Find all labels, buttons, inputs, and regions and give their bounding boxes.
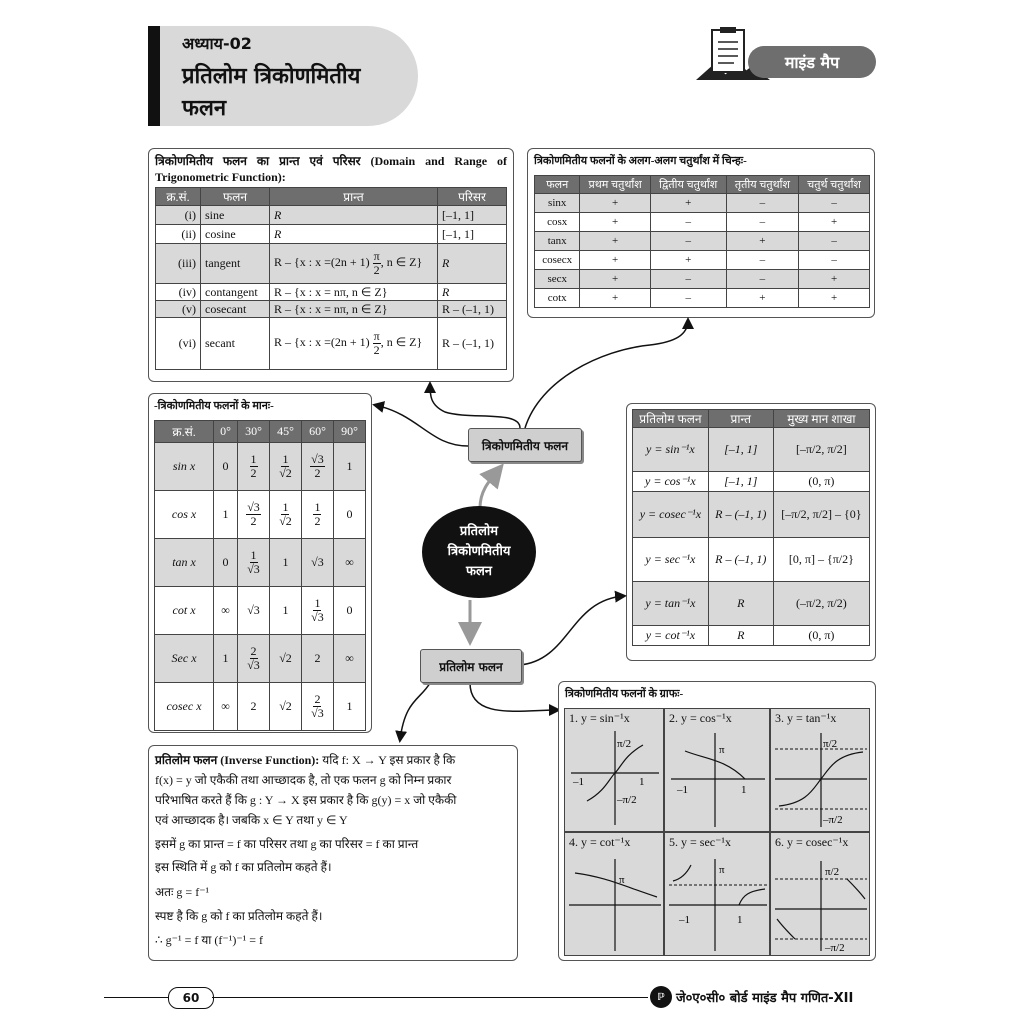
footer-rule-right	[212, 997, 648, 998]
graph-label: 3. y = tan⁻¹x	[775, 711, 837, 725]
table-row	[155, 683, 366, 731]
mark: 1	[741, 784, 747, 796]
cell: √3	[301, 539, 333, 587]
cell: –	[650, 270, 726, 289]
inverse-function-p7: अतः g = f⁻¹	[155, 885, 210, 899]
mark: π	[719, 864, 725, 876]
cell: +	[799, 270, 870, 289]
node-inverse-functions: प्रतिलोम फलन	[420, 649, 522, 683]
table-row	[633, 428, 870, 472]
trig-values-box	[148, 393, 372, 733]
graph-plot	[771, 833, 871, 957]
cell: R – {x : x = nπ, n ∈ Z}	[270, 301, 438, 318]
table-row	[155, 539, 366, 587]
trig-values-title: -त्रिकोणमितीय फलनों के मानः-	[154, 400, 274, 412]
cell: ∞	[214, 587, 238, 635]
cell: (vi)	[156, 318, 201, 370]
cell: $\frac{1}{√3}$	[238, 539, 270, 587]
central-topic-line3: फलन	[465, 564, 493, 579]
mark: –π/2	[617, 794, 637, 806]
graphs-grid	[564, 708, 870, 956]
cell: [–π/2, π/2] – {0}	[773, 492, 869, 538]
cell: +	[580, 194, 650, 213]
mark: –1	[677, 784, 688, 796]
cell: √2	[270, 683, 302, 731]
table-row	[535, 289, 870, 308]
domain-range-box	[148, 148, 514, 382]
inverse-function-p8: स्पष्ट है कि g को f का प्रतिलोम कहते हैं।	[155, 909, 323, 923]
cell: –	[726, 213, 799, 232]
col-header: प्रथम चतुर्थांश	[580, 176, 650, 194]
table-row	[155, 491, 366, 539]
graph-arccot	[564, 832, 664, 956]
cell: cotx	[535, 289, 580, 308]
cell: ∞	[214, 683, 238, 731]
mark: –1	[573, 776, 584, 788]
inverse-function-p9: ∴ g⁻¹ = f या (f⁻¹)⁻¹ = f	[155, 933, 264, 947]
cell: y = cos⁻¹x	[633, 472, 709, 492]
domain-range-table	[155, 187, 507, 370]
cell: [–1, 1]	[438, 206, 507, 225]
cell: y = sec⁻¹x	[633, 538, 709, 582]
cell: (0, π)	[773, 472, 869, 492]
col-header: परिसर	[438, 188, 507, 206]
cell: $\frac{1}{2}$	[238, 443, 270, 491]
table-row	[535, 213, 870, 232]
col-header: प्रान्त	[708, 410, 773, 428]
trig-values-table	[154, 420, 366, 731]
cell: R	[708, 626, 773, 646]
cell: –	[726, 270, 799, 289]
quadrant-sign-box	[527, 148, 875, 318]
central-topic	[422, 506, 536, 598]
chapter-title-line2: फलन	[182, 96, 227, 121]
cell: sin x	[155, 443, 214, 491]
col-header: फलन	[201, 188, 270, 206]
central-topic-line1: प्रतिलोम	[459, 524, 499, 539]
cell: –	[650, 232, 726, 251]
mindmap-badge	[690, 26, 880, 86]
inverse-function-p2: f(x) = y जो एकैकी तथा आच्छादक है, तो एक फलन g को निम्न प्रकार	[155, 773, 452, 787]
cell: –	[799, 194, 870, 213]
cell: +	[580, 270, 650, 289]
col-header: मुख्य मान शाखा	[773, 410, 869, 428]
mark: π	[619, 874, 625, 886]
cell: tan x	[155, 539, 214, 587]
domain-range-title: त्रिकोणमितीय फलन का प्रान्त एवं परिसर (Domain and Range of Trigonometric Function):	[155, 154, 507, 184]
inverse-function-p5: इसमें g का प्रान्त = f का परिसर तथा g का परिसर = f का प्रान्त	[155, 837, 419, 851]
cell: –	[650, 289, 726, 308]
graph-label: 1. y = sin⁻¹x	[569, 711, 630, 725]
col-header: चतुर्थ चतुर्थांश	[799, 176, 870, 194]
graphs-title: त्रिकोणमितीय फलनों के ग्राफः-	[565, 688, 684, 700]
cell: (v)	[156, 301, 201, 318]
cell: $\frac{1}{√2}$	[270, 491, 302, 539]
cell: R	[438, 244, 507, 284]
col-header: 45°	[270, 421, 302, 443]
chapter-title-line1: प्रतिलोम त्रिकोणमितीय	[182, 64, 361, 89]
col-header: प्रान्त	[270, 188, 438, 206]
mark: π	[719, 744, 725, 756]
graph-plot	[565, 833, 665, 957]
col-header: 90°	[333, 421, 365, 443]
mindmap-label: माइंड मैप	[748, 46, 876, 78]
table-row	[535, 270, 870, 289]
quadrant-sign-table	[534, 175, 870, 308]
cell: $\frac{√3}{2}$	[238, 491, 270, 539]
cell: [–π/2, π/2]	[773, 428, 869, 472]
cell: +	[650, 194, 726, 213]
cell: R – (–1, 1)	[708, 492, 773, 538]
cell: Sec x	[155, 635, 214, 683]
table-row	[633, 472, 870, 492]
graph-label: 2. y = cos⁻¹x	[669, 711, 732, 725]
cell: 1	[214, 491, 238, 539]
mark: 1	[737, 914, 743, 926]
graph-plot	[771, 709, 871, 833]
table-row	[535, 194, 870, 213]
graph-plot	[665, 709, 771, 833]
cell: (iv)	[156, 284, 201, 301]
col-header: तृतीय चतुर्थांश	[726, 176, 799, 194]
publisher-logo-icon: ℙ	[650, 986, 672, 1008]
cell: R	[270, 206, 438, 225]
graph-plot	[665, 833, 771, 957]
graph-arctan	[770, 708, 870, 832]
cell: [–1, 1]	[438, 225, 507, 244]
col-header: 60°	[301, 421, 333, 443]
cell: $\frac{√3}{2}$	[301, 443, 333, 491]
table-row	[535, 232, 870, 251]
cell: +	[799, 213, 870, 232]
cell: $\frac{1}{√2}$	[270, 443, 302, 491]
node-trig-functions: त्रिकोणमितीय फलन	[468, 428, 582, 462]
chapter-number: अध्याय-02	[182, 34, 252, 53]
cell: cosec x	[155, 683, 214, 731]
page-number: 60	[168, 987, 214, 1009]
table-row	[155, 443, 366, 491]
graph-plot	[565, 709, 665, 833]
cell: 2	[301, 635, 333, 683]
col-header: क्र.सं.	[155, 421, 214, 443]
inverse-function-p3: परिभाषित करते हैं कि g : Y → X इस प्रकार है कि g(y) = x जो एकैकी	[155, 793, 457, 807]
cell: +	[580, 251, 650, 270]
mark: –π/2	[825, 942, 845, 954]
mark: π/2	[617, 738, 632, 750]
mark: 1	[639, 776, 645, 788]
mark: –π/2	[823, 814, 843, 826]
cell: sine	[201, 206, 270, 225]
cell: ∞	[333, 635, 365, 683]
cell: y = tan⁻¹x	[633, 582, 709, 626]
cell: 1	[270, 587, 302, 635]
col-header: फलन	[535, 176, 580, 194]
cell: sinx	[535, 194, 580, 213]
mark: π/2	[825, 866, 840, 878]
cell: (–π/2, π/2)	[773, 582, 869, 626]
cell: –	[799, 232, 870, 251]
cell: 0	[333, 491, 365, 539]
table-row	[633, 626, 870, 646]
cell: [0, π] – {π/2}	[773, 538, 869, 582]
inverse-function-heading: प्रतिलोम फलन (Inverse Function):	[155, 753, 320, 767]
cell: cosecx	[535, 251, 580, 270]
col-header: द्वितीय चतुर्थांश	[650, 176, 726, 194]
graph-arccosec	[770, 832, 870, 956]
cell: +	[580, 289, 650, 308]
cell: √3	[238, 587, 270, 635]
cell: secx	[535, 270, 580, 289]
cell: –	[799, 251, 870, 270]
col-header: 30°	[238, 421, 270, 443]
cell: 0	[333, 587, 365, 635]
table-row	[155, 635, 366, 683]
cell: $\frac{1}{2}$	[301, 491, 333, 539]
inverse-function-box	[148, 745, 518, 961]
col-header: 0°	[214, 421, 238, 443]
cell: R – (–1, 1)	[438, 318, 507, 370]
graph-arccos	[664, 708, 770, 832]
mark: π/2	[823, 738, 838, 750]
graph-label: 6. y = cosec⁻¹x	[775, 835, 849, 849]
cell: 1	[333, 683, 365, 731]
cell: 0	[214, 539, 238, 587]
inverse-function-p1: प्रतिलोम फलन (Inverse Function): यदि f: X → Y इस प्रकार है कि	[155, 753, 456, 767]
cell: 2	[238, 683, 270, 731]
footer-book-title: जे०ए०सी० बोर्ड माइंड मैप गणित-XII	[676, 991, 854, 1006]
cell: y = sin⁻¹x	[633, 428, 709, 472]
cell: cosine	[201, 225, 270, 244]
col-header: प्रतिलोम फलन	[633, 410, 709, 428]
cell: $\frac{2}{√3}$	[238, 635, 270, 683]
cell: R – {x : x = nπ, n ∈ Z}	[270, 284, 438, 301]
footer-rule-left	[104, 997, 168, 998]
graph-label: 5. y = sec⁻¹x	[669, 835, 732, 849]
cell: –	[726, 194, 799, 213]
cell: (0, π)	[773, 626, 869, 646]
cell: R – {x : x =(2n + 1) $\frac{\pi}{2}$ , n ∈ Z}	[270, 244, 438, 284]
cell: 0	[214, 443, 238, 491]
cell: +	[650, 251, 726, 270]
cell: cosecant	[201, 301, 270, 318]
cell: –	[726, 251, 799, 270]
cell: (i)	[156, 206, 201, 225]
cell: 1	[270, 539, 302, 587]
cell: cot x	[155, 587, 214, 635]
central-topic-line2: त्रिकोणमितीय	[447, 544, 511, 559]
col-header: क्र.सं.	[156, 188, 201, 206]
cell: R	[270, 225, 438, 244]
cell: +	[580, 232, 650, 251]
cell: +	[726, 232, 799, 251]
table-row	[633, 582, 870, 626]
table-row	[633, 492, 870, 538]
cell: secant	[201, 318, 270, 370]
inverse-function-p6: इस स्थिति में g को f का प्रतिलोम कहते हैं।	[155, 860, 332, 874]
cell: –	[650, 213, 726, 232]
table-row	[155, 587, 366, 635]
mark: –1	[679, 914, 690, 926]
cell: y = cosec⁻¹x	[633, 492, 709, 538]
chapter-header	[148, 26, 418, 126]
cell: $\frac{1}{√3}$	[301, 587, 333, 635]
quadrant-sign-title: त्रिकोणमितीय फलनों के अलग-अलग चतुर्थांश में चिन्हः-	[534, 155, 747, 167]
cell: +	[580, 213, 650, 232]
cell: $\frac{2}{√3}$	[301, 683, 333, 731]
cell: ∞	[333, 539, 365, 587]
cell: +	[726, 289, 799, 308]
cell: cos x	[155, 491, 214, 539]
cell: R – (–1, 1)	[438, 301, 507, 318]
cell: (iii)	[156, 244, 201, 284]
cell: 1	[333, 443, 365, 491]
inverse-function-p4: एवं आच्छादक है। जबकि x ∈ Y तथा y ∈ Y	[155, 813, 348, 827]
cell: y = cot⁻¹x	[633, 626, 709, 646]
cell: 1	[214, 635, 238, 683]
cell: R	[438, 284, 507, 301]
inverse-domain-box	[626, 403, 876, 661]
cell: √2	[270, 635, 302, 683]
cell: R – (–1, 1)	[708, 538, 773, 582]
graph-arcsin	[564, 708, 664, 832]
cell: R	[708, 582, 773, 626]
graph-label: 4. y = cot⁻¹x	[569, 835, 631, 849]
table-row	[633, 538, 870, 582]
cell: tangent	[201, 244, 270, 284]
cell: [–1, 1]	[708, 428, 773, 472]
cell: tanx	[535, 232, 580, 251]
table-row	[535, 251, 870, 270]
graph-arcsec	[664, 832, 770, 956]
cell: contangent	[201, 284, 270, 301]
cell: +	[799, 289, 870, 308]
inverse-domain-table	[632, 409, 870, 646]
cell: [–1, 1]	[708, 472, 773, 492]
graphs-box	[558, 681, 876, 961]
cell: R – {x : x =(2n + 1) $\frac{\pi}{2}$ , n ∈ Z}	[270, 318, 438, 370]
cell: (ii)	[156, 225, 201, 244]
cell: cosx	[535, 213, 580, 232]
